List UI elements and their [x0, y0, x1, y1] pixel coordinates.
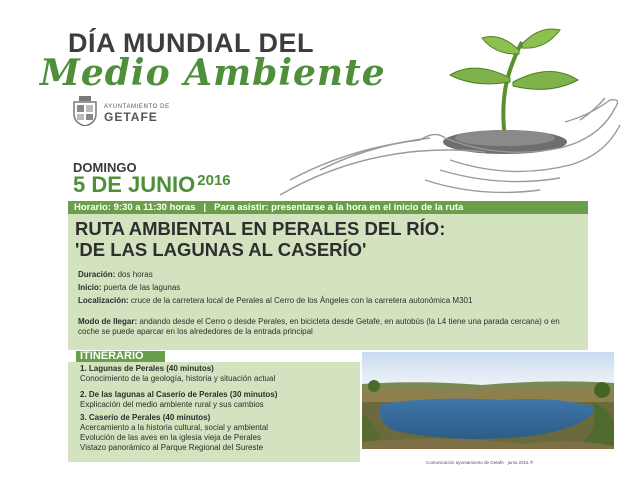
- stage-desc: Explicación del medio ambiente rural y sus cambios: [80, 400, 264, 409]
- attend-text: Para asistir: presentarse a la hora en el inicio de la ruta: [214, 202, 464, 213]
- divider: |: [203, 202, 207, 213]
- detail-label: Modo de llegar:: [78, 317, 138, 326]
- event-title: DÍA MUNDIAL DEL: [68, 28, 314, 58]
- crest-icon: [72, 96, 98, 126]
- lagoon-photo: [362, 352, 614, 449]
- sprout-icon: [450, 29, 578, 138]
- detail-label: Inicio:: [78, 283, 102, 292]
- stage-desc: Evolución de las aves en la iglesia vieja de Perales: [80, 433, 261, 442]
- stage-desc: Acercamiento a la historia cultural, social y ambiental: [80, 423, 269, 432]
- detail-label: Localización:: [78, 296, 129, 305]
- photo-credit: Comunicación ayuntamiento de Getafe · junio 2016 ®: [426, 460, 534, 465]
- getafe-logo: [72, 96, 182, 126]
- detail-value: cruce de la carretera local de Perales al Cerro de los Ángeles con la carretera autonómica M301: [128, 296, 473, 305]
- logo-small-text: AYUNTAMIENTO DE: [104, 104, 170, 110]
- detail-label: Duración:: [78, 270, 116, 279]
- schedule-bar: [68, 201, 588, 214]
- stage-desc: Vistazo panorámico al Parque Regional del Sureste: [80, 443, 264, 452]
- stage-title: 1. Lagunas de Perales (40 minutos): [80, 364, 214, 373]
- itinerary-heading: ITINERARIO: [76, 351, 165, 362]
- detail-duration: [78, 270, 578, 280]
- event-day: DOMINGO: [73, 160, 137, 175]
- stage-title: 3. Caserío de Perales (40 minutos): [80, 413, 211, 422]
- detail-location: [78, 296, 578, 306]
- detail-value: puerta de las lagunas: [101, 283, 181, 292]
- event-date: [73, 172, 231, 198]
- detail-value: dos horas: [115, 270, 153, 279]
- event-subtitle: Medio Ambiente: [40, 52, 386, 94]
- route-title-line2: 'DE LAS LAGUNAS AL CASERÍO': [75, 239, 367, 260]
- route-title: [75, 218, 585, 260]
- route-title-line1: RUTA AMBIENTAL EN PERALES DEL RÍO:: [75, 218, 446, 239]
- stage-title: 2. De las lagunas al Caserío de Perales (30 minutos): [80, 390, 278, 399]
- logo-big-text: GETAFE: [104, 110, 158, 124]
- detail-value: andando desde el Cerro o desde Perales, en bicicleta desde Getafe, en autobús (la L4 tiene una parada cercana) o en coche se puede aparcar en los alrededores de la entrada principal: [78, 317, 560, 336]
- hand-sprout-illustration: [260, 20, 630, 200]
- detail-start: [78, 283, 578, 293]
- event-date-text: 5 DE JUNIO: [73, 172, 196, 197]
- schedule-text: Horario: 9:30 a 11:30 horas: [74, 202, 196, 213]
- stage-desc: Conocimiento de la geología, historia y situación actual: [80, 374, 276, 383]
- event-year: 2016: [197, 172, 231, 189]
- detail-access: [78, 317, 578, 336]
